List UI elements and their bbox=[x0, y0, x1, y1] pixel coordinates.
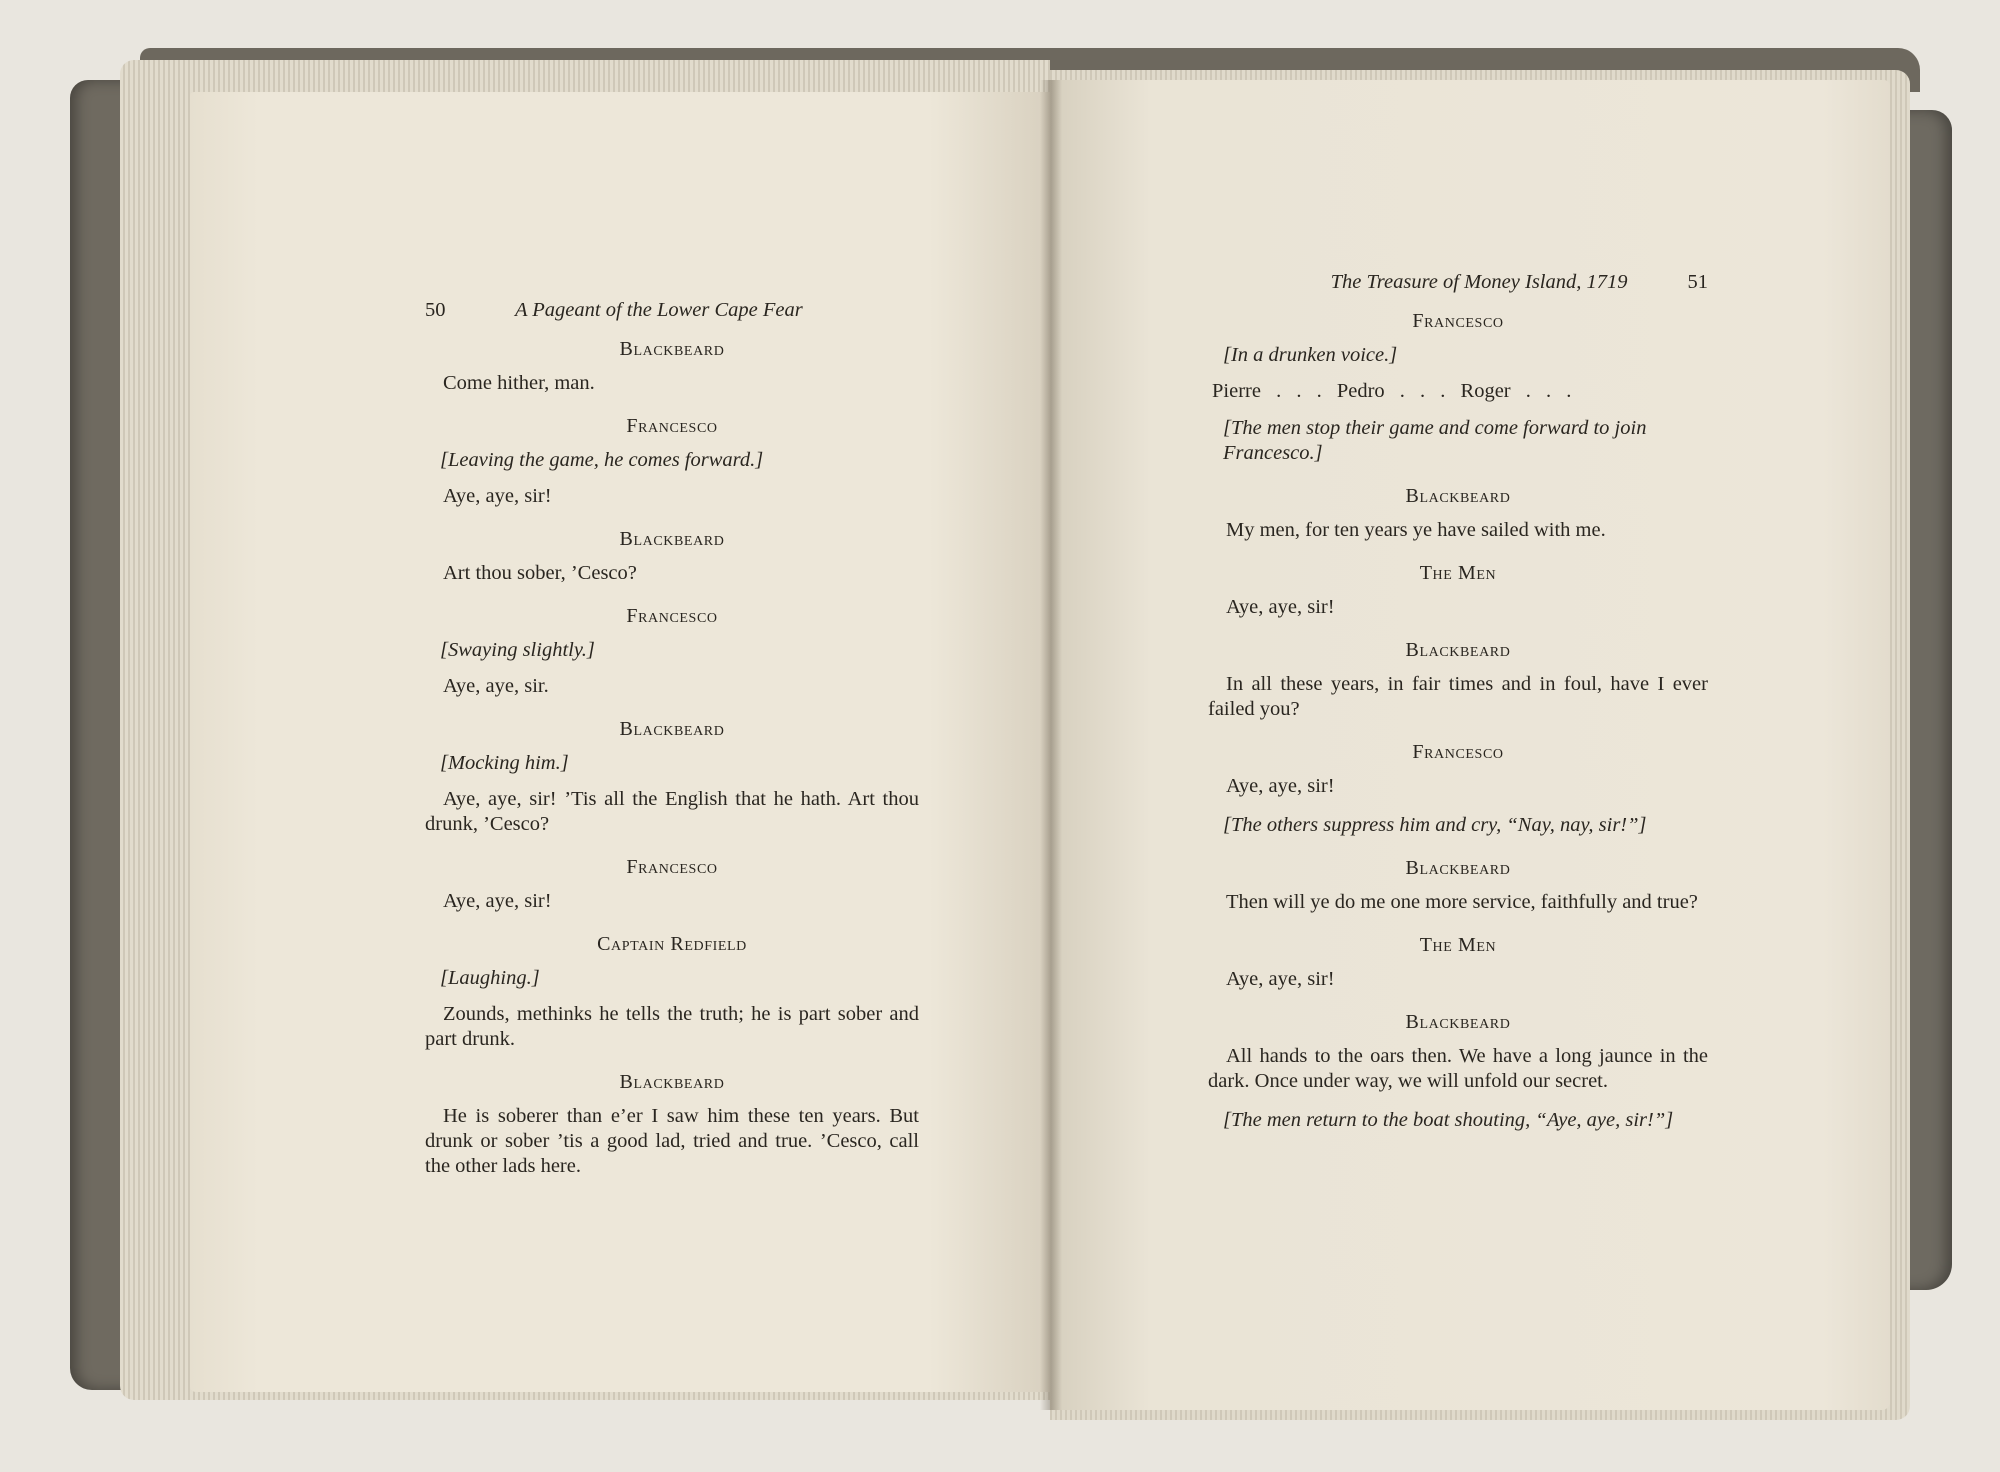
dialogue-line: Then will ye do me one more service, faithfully and true? bbox=[1226, 891, 1698, 913]
left-page-text bbox=[425, 298, 919, 1197]
speaker-name: Blackbeard bbox=[1405, 485, 1511, 507]
stage-direction: [The men stop their game and come forward to join Francesco.] bbox=[1223, 417, 1647, 464]
right-running-title: The Treasure of Money Island, 1719 bbox=[1330, 271, 1628, 293]
speaker-name: Francesco bbox=[1412, 741, 1504, 763]
speech-block bbox=[1208, 561, 1708, 620]
speaker-name: Blackbeard bbox=[1405, 639, 1511, 661]
left-running-title: A Pageant of the Lower Cape Fear bbox=[515, 299, 803, 321]
speaker-name: The Men bbox=[1419, 934, 1497, 956]
speaker-name: Francesco bbox=[626, 605, 718, 627]
dialogue-line: My men, for ten years ye have sailed with me. bbox=[1226, 519, 1606, 541]
speaker-name: Blackbeard bbox=[1405, 1011, 1511, 1033]
speaker-name: Francesco bbox=[1412, 310, 1504, 332]
speaker-name: Blackbeard bbox=[1405, 857, 1511, 879]
dialogue-line: Aye, aye, sir! bbox=[1226, 968, 1335, 990]
dialogue-line: He is soberer than e’er I saw him these ten years. But drunk or sober ’tis a good lad, tried and true. ’Cesco, call the other lads here. bbox=[425, 1105, 919, 1177]
speech-block bbox=[1208, 638, 1708, 722]
dialogue-line: All hands to the oars then. We have a long jaunce in the dark. Once under way, we will unfold our secret. bbox=[1208, 1045, 1708, 1092]
right-page-number: 51 bbox=[1687, 271, 1708, 293]
speaker-name: Captain Redfield bbox=[597, 933, 747, 955]
dialogue-line: Aye, aye, sir! bbox=[1226, 775, 1335, 797]
stage-direction: [Laughing.] bbox=[440, 967, 540, 989]
speech-block bbox=[1208, 933, 1708, 992]
speaker-name: Blackbeard bbox=[619, 338, 725, 360]
right-page-text bbox=[1208, 270, 1708, 1151]
book-gutter bbox=[1040, 80, 1062, 1410]
stage-direction: [Mocking him.] bbox=[440, 752, 569, 774]
speech-block bbox=[425, 414, 919, 509]
dialogue-line: Art thou sober, ’Cesco? bbox=[443, 562, 637, 584]
right-page-header bbox=[1208, 270, 1708, 295]
speech-block bbox=[425, 604, 919, 699]
dialogue-line: Come hither, man. bbox=[443, 372, 595, 394]
speech-block bbox=[425, 717, 919, 837]
speech-block bbox=[425, 337, 919, 396]
speaker-name: Blackbeard bbox=[619, 528, 725, 550]
dialogue-line: Zounds, methinks he tells the truth; he is part sober and part drunk. bbox=[425, 1003, 919, 1050]
dialogue-line: In all these years, in fair times and in foul, have I ever failed you? bbox=[1208, 673, 1708, 720]
speaker-name: Blackbeard bbox=[619, 718, 725, 740]
speech-block bbox=[1208, 1010, 1708, 1133]
speech-block bbox=[425, 855, 919, 914]
speech-block bbox=[425, 527, 919, 586]
speech-block bbox=[425, 932, 919, 1052]
dialogue-line: Aye, aye, sir! bbox=[443, 890, 552, 912]
dialogue-line: Aye, aye, sir! bbox=[1226, 596, 1335, 618]
stage-direction: [The others suppress him and cry, “Nay, nay, sir!”] bbox=[1223, 814, 1647, 836]
speech-block bbox=[1208, 740, 1708, 838]
speaker-name: Blackbeard bbox=[619, 1071, 725, 1093]
speaker-name: Francesco bbox=[626, 415, 718, 437]
speech-block bbox=[425, 1070, 919, 1179]
stage-direction: [The men return to the boat shouting, “Aye, aye, sir!”] bbox=[1223, 1109, 1674, 1131]
left-page-header bbox=[425, 298, 919, 323]
stage-direction: [In a drunken voice.] bbox=[1223, 344, 1398, 366]
speaker-name: Francesco bbox=[626, 856, 718, 878]
speech-block bbox=[1208, 484, 1708, 543]
stage-direction: [Swaying slightly.] bbox=[440, 639, 595, 661]
dialogue-line: Aye, aye, sir. bbox=[443, 675, 549, 697]
stage-direction: [Leaving the game, he comes forward.] bbox=[440, 449, 764, 471]
dialogue-line: Aye, aye, sir! ’Tis all the English that he hath. Art thou drunk, ’Cesco? bbox=[425, 788, 919, 835]
speech-block bbox=[1208, 856, 1708, 915]
speaker-name: The Men bbox=[1419, 562, 1497, 584]
called-names: Pierre . . . Pedro . . . Roger . . . bbox=[1212, 380, 1572, 402]
left-page-number: 50 bbox=[425, 299, 446, 321]
dialogue-line: Aye, aye, sir! bbox=[443, 485, 552, 507]
speech-block bbox=[1208, 309, 1708, 466]
